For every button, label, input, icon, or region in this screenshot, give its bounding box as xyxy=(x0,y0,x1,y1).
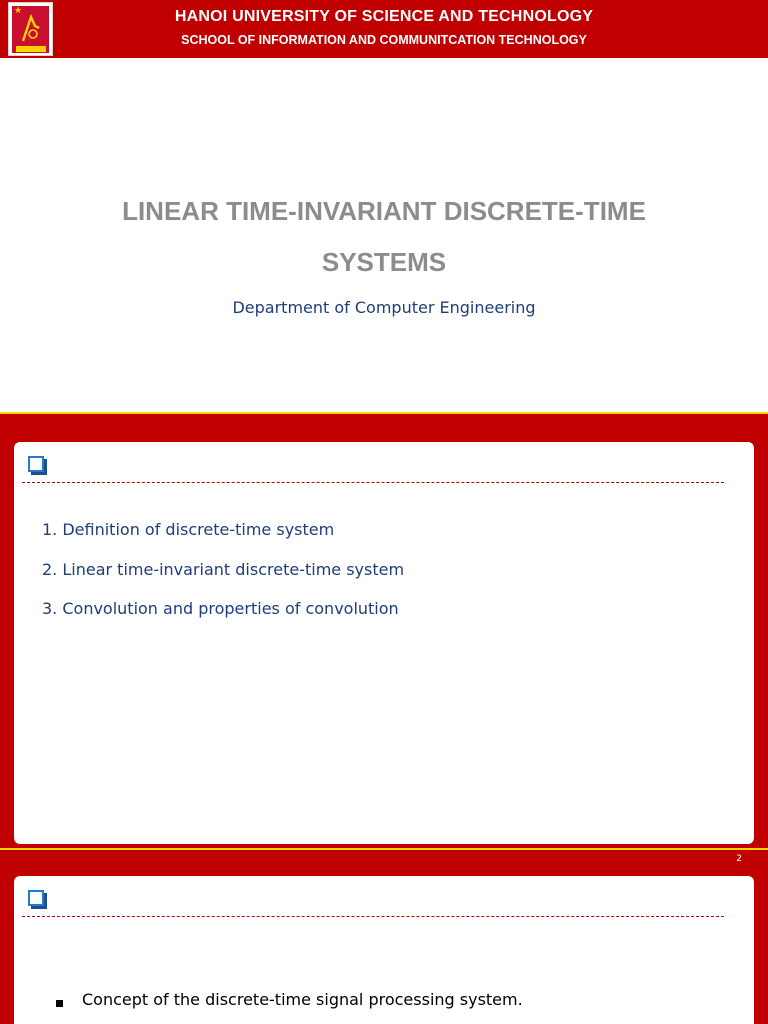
bullet-text: Concept of the discrete-time signal processing system. xyxy=(82,990,523,1009)
outline-item-2: 2. Linear time-invariant discrete-time system xyxy=(42,560,405,579)
slide-2 xyxy=(0,412,768,848)
checkbox-icon xyxy=(28,456,44,472)
outline-item-3: 3. Convolution and properties of convolution xyxy=(42,599,399,618)
university-name: HANOI UNIVERSITY OF SCIENCE AND TECHNOLOGY xyxy=(174,8,594,25)
dashed-divider xyxy=(22,916,724,917)
page-number: 2 xyxy=(736,854,742,864)
hust-logo-icon: ★ xyxy=(8,2,53,56)
checkbox-icon xyxy=(28,890,44,906)
slide-3 xyxy=(0,848,768,1024)
slide-1 xyxy=(0,0,768,412)
outline-item-1: 1. Definition of discrete-time system xyxy=(42,520,335,539)
school-name: SCHOOL OF INFORMATION AND COMMUNITCATION TECHNOLOGY xyxy=(181,33,587,47)
department-name: Department of Computer Engineering xyxy=(232,298,536,317)
slide-title-line-2: SYSTEMS xyxy=(321,247,447,277)
dashed-divider xyxy=(22,482,724,483)
header-bar xyxy=(0,0,768,58)
slide-title-line-1: LINEAR TIME-INVARIANT DISCRETE-TIME xyxy=(122,196,646,226)
bullet-square-icon xyxy=(56,1000,63,1007)
content-card xyxy=(14,442,754,844)
